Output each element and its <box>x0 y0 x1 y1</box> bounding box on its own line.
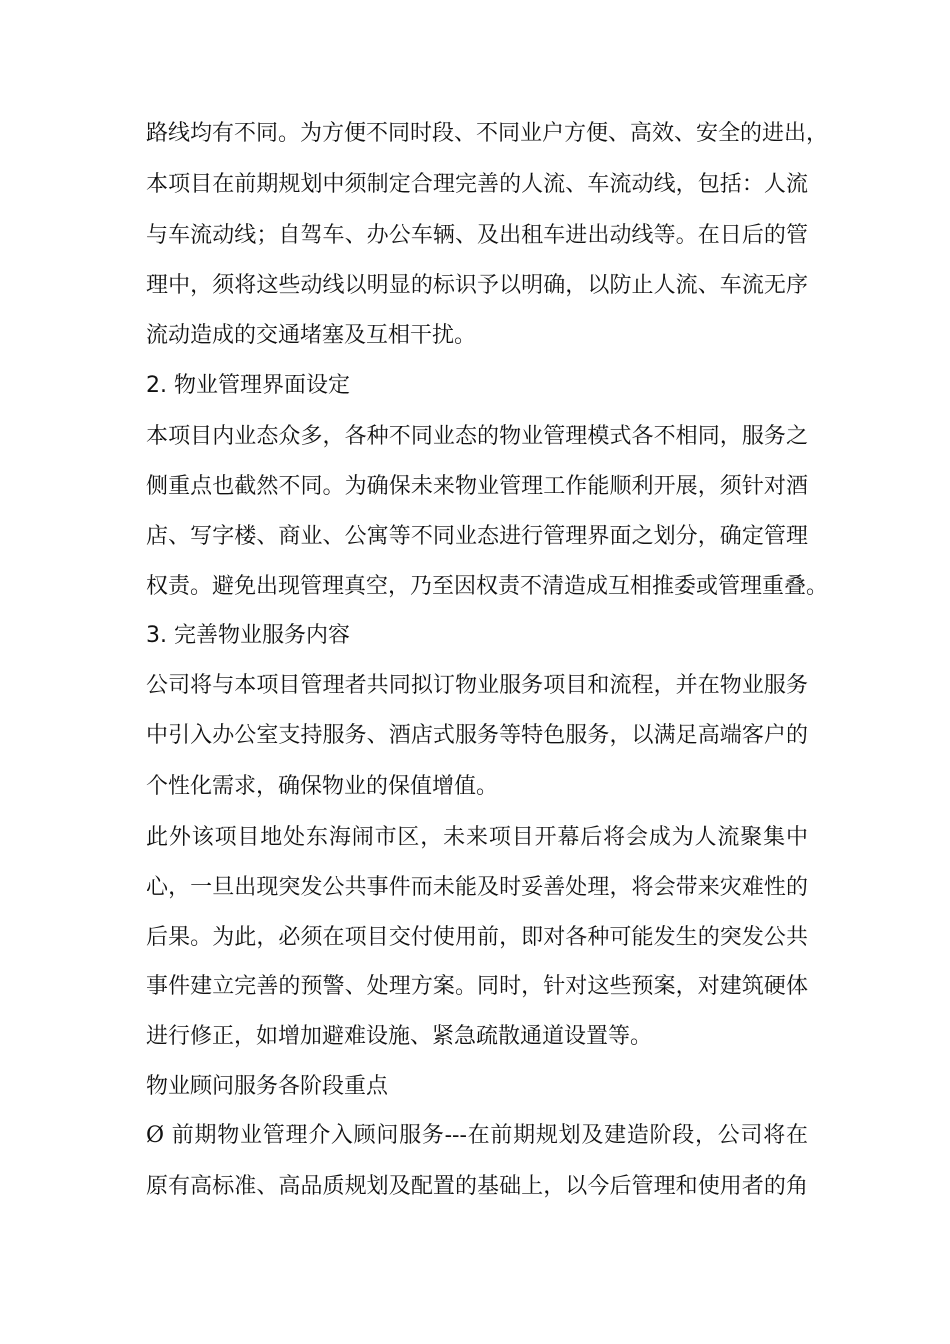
paragraph-line: 此外该项目地处东海闹市区，未来项目开幕后将会成为人流聚集中 <box>146 825 808 850</box>
paragraph-line: 理中，须将这些动线以明显的标识予以明确，以防止人流、车流无序 <box>146 273 808 298</box>
section-heading-3: 3. 完善物业服务内容 <box>146 623 350 648</box>
section-heading-2: 2. 物业管理界面设定 <box>146 373 350 398</box>
paragraph-line: 中引入办公室支持服务、酒店式服务等特色服务，以满足高端客户的 <box>146 723 808 748</box>
bullet-line: Ø 前期物业管理介入顾问服务---在前期规划及建造阶段，公司将在 <box>146 1123 808 1148</box>
paragraph-line: 心，一旦出现突发公共事件而未能及时妥善处理，将会带来灾难性的 <box>146 875 808 900</box>
paragraph-line: 进行修正，如增加避难设施、紧急疏散通道设置等。 <box>146 1024 653 1049</box>
section-heading: 物业顾问服务各阶段重点 <box>146 1074 389 1099</box>
paragraph-line: 路线均有不同。为方便不同时段、不同业户方便、高效、安全的进出， <box>146 121 829 146</box>
paragraph-line: 店、写字楼、商业、公寓等不同业态进行管理界面之划分，确定管理 <box>146 524 808 549</box>
paragraph-line: 侧重点也截然不同。为确保未来物业管理工作能顺利开展，须针对酒 <box>146 474 808 499</box>
paragraph-line: 事件建立完善的预警、处理方案。同时，针对这些预案，对建筑硬体 <box>146 974 808 999</box>
paragraph-line: 原有高标准、高品质规划及配置的基础上，以今后管理和使用者的角 <box>146 1174 808 1199</box>
paragraph-line: 后果。为此，必须在项目交付使用前，即对各种可能发生的突发公共 <box>146 925 808 950</box>
paragraph-line: 公司将与本项目管理者共同拟订物业服务项目和流程，并在物业服务 <box>146 673 808 698</box>
paragraph-line: 本项目内业态众多，各种不同业态的物业管理模式各不相同，服务之 <box>146 424 808 449</box>
paragraph-line: 与车流动线；自驾车、办公车辆、及出租车进出动线等。在日后的管 <box>146 223 808 248</box>
paragraph-line: 本项目在前期规划中须制定合理完善的人流、车流动线，包括：人流 <box>146 172 808 197</box>
paragraph-line: 流动造成的交通堵塞及互相干扰。 <box>146 323 477 348</box>
paragraph-line: 个性化需求，确保物业的保值增值。 <box>146 774 499 799</box>
paragraph-line: 权责。避免出现管理真空，乃至因权责不清造成互相推委或管理重叠。 <box>146 574 829 599</box>
